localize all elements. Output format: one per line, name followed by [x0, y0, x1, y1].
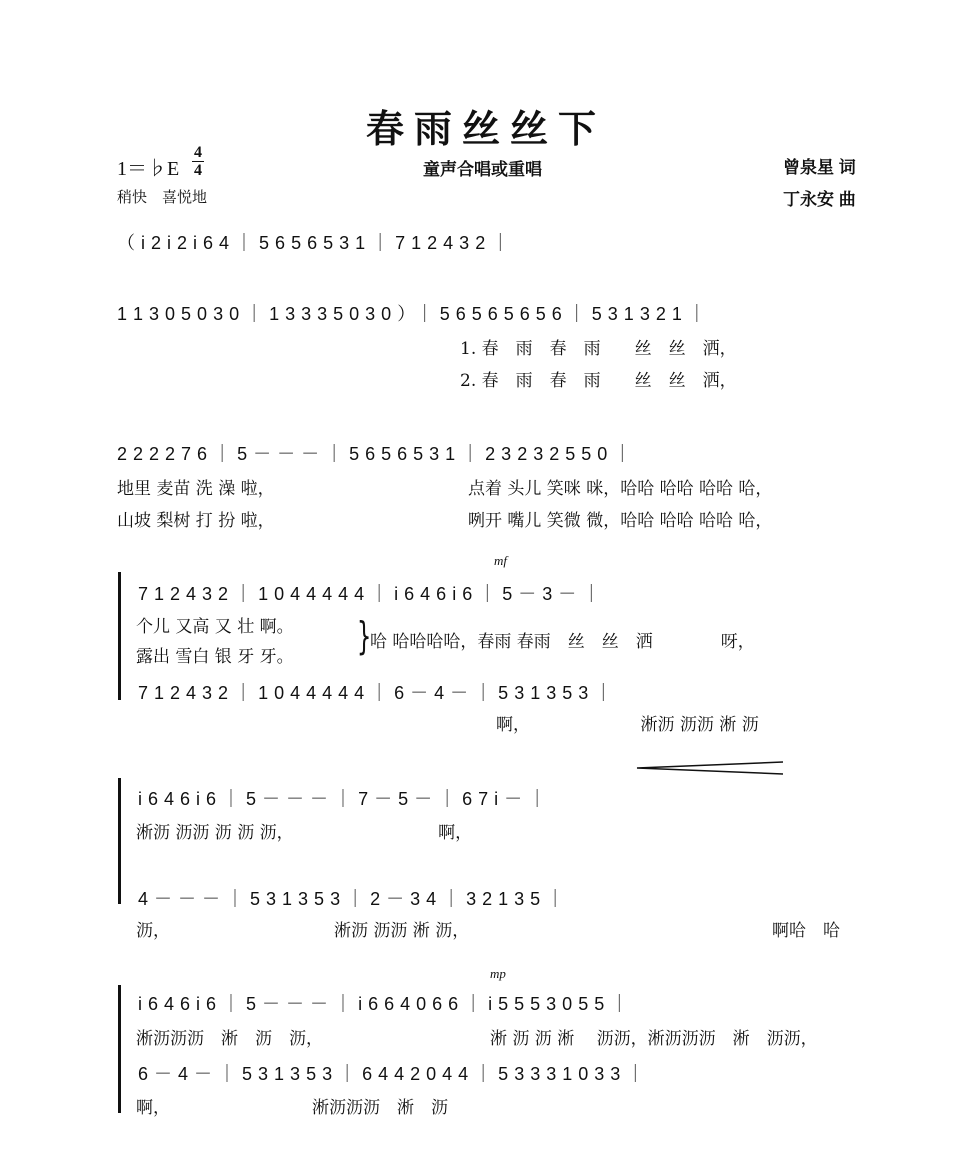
lyric-row-5-lower-1: 沥，	[136, 921, 170, 941]
lyric-row-4-a: 个儿 又高 又 壮 啊。	[136, 617, 294, 637]
lyric-row-6-upper-2: 淅 沥 沥 淅 沥沥，淅沥沥沥 淅 沥沥，	[490, 1029, 818, 1049]
lyric-row-3-verse-1b: 点着 头儿 笑咪 咪，哈哈 哈哈 哈哈 哈，	[468, 479, 773, 499]
notation-row-6-lower: 6 － 4 － ｜ 5 3 1 3 5 3 ｜ 6 4 4 2 0 4 4 ｜ 5 3 3 3 1 0 3 3 ｜	[138, 1064, 645, 1084]
time-signature-bottom: 4	[194, 162, 202, 179]
lyric-row-5-upper: 淅沥 沥沥 沥 沥 沥， 啊，	[136, 823, 473, 843]
lyricist-credit: 曾泉星 词	[783, 158, 856, 177]
crescendo-hairpin	[635, 760, 785, 776]
lyric-row-2-verse-2: 2. 春 雨 春 雨 丝 丝 洒，	[460, 371, 737, 391]
system-bracket-2	[118, 778, 121, 904]
composer-credit: 丁永安 曲	[783, 190, 856, 209]
notation-row-5-upper: i 6 4 6 i 6 ｜ 5 － － － ｜ 7 － 5 － ｜ 6 7 i － ｜	[138, 789, 547, 809]
lyric-row-5-lower-3: 啊哈 哈	[772, 921, 840, 941]
notation-row-5-lower: 4 － － － ｜ 5 3 1 3 5 3 ｜ 2 － 3 4 ｜ 3 2 1 3 5 ｜	[138, 889, 565, 909]
lyric-row-6-upper-1: 淅沥沥沥 淅 沥 沥，	[136, 1029, 323, 1049]
lyric-row-4-lower: 啊， 淅沥 沥沥 淅 沥	[496, 715, 759, 735]
lyric-row-6-lower-2: 淅沥沥沥 淅 沥	[312, 1098, 448, 1118]
lyric-row-3-verse-2a: 山坡 梨树 打 扮 啦，	[117, 511, 275, 531]
notation-row-3: 2 2 2 2 7 6 ｜ 5 － － － ｜ 5 6 5 6 5 3 1 ｜ 2 3 2 3 2 5 5 0 ｜	[117, 444, 632, 464]
lyric-row-2-verse-1: 1. 春 雨 春 雨 丝 丝 洒，	[460, 339, 737, 359]
system-bracket-3	[118, 985, 121, 1113]
lyric-brace: }	[356, 614, 372, 658]
key-signature: 1＝♭E	[117, 158, 180, 180]
system-bracket-1	[118, 572, 121, 700]
notation-row-4-upper: 7 1 2 4 3 2 ｜ 1 0 4 4 4 4 4 ｜ i 6 4 6 i 6 ｜ 5 － 3 － ｜	[138, 584, 601, 604]
lyric-row-5-lower-2: 淅沥 沥沥 淅 沥，	[334, 921, 470, 941]
dynamic-mp: mp	[490, 966, 506, 981]
time-signature	[192, 146, 204, 177]
lyric-row-3-verse-2b: 咧开 嘴儿 笑微 微，哈哈 哈哈 哈哈 哈，	[468, 511, 773, 531]
dynamic-mf: mf	[494, 553, 507, 568]
lyric-row-6-lower-1: 啊，	[136, 1098, 170, 1118]
lyric-row-3-verse-1a: 地里 麦苗 洗 澡 啦，	[117, 479, 275, 499]
time-signature-top: 4	[194, 144, 202, 161]
tempo-marking: 稍快 喜悦地	[117, 189, 208, 206]
performance-note: 童声合唱或重唱	[423, 160, 542, 179]
notation-row-6-upper: i 6 4 6 i 6 ｜ 5 － － － ｜ i 6 6 4 0 6 6 ｜ i 5 5 5 3 0 5 5 ｜	[138, 994, 629, 1014]
notation-row-4-lower: 7 1 2 4 3 2 ｜ 1 0 4 4 4 4 4 ｜ 6 － 4 － ｜ 5 3 1 3 5 3 ｜	[138, 683, 613, 703]
page-title: 春雨丝丝下	[365, 106, 606, 151]
notation-row-2: 1 1 3 0 5 0 3 0 ｜ 1 3 3 3 5 0 3 0 ）｜ 5 6 5 6 5 6 5 6 ｜ 5 3 1 3 2 1 ｜	[117, 304, 707, 324]
lyric-row-4-mid: 哈 哈哈哈哈，春雨 春雨 丝 丝 洒 呀，	[370, 632, 755, 652]
lyric-row-4-b: 露出 雪白 银 牙 牙。	[136, 647, 294, 667]
notation-row-1: （ i 2 i 2 i 6 4 ｜ 5 6 5 6 5 3 1 ｜ 7 1 2 4 3 2 ｜	[117, 233, 510, 253]
